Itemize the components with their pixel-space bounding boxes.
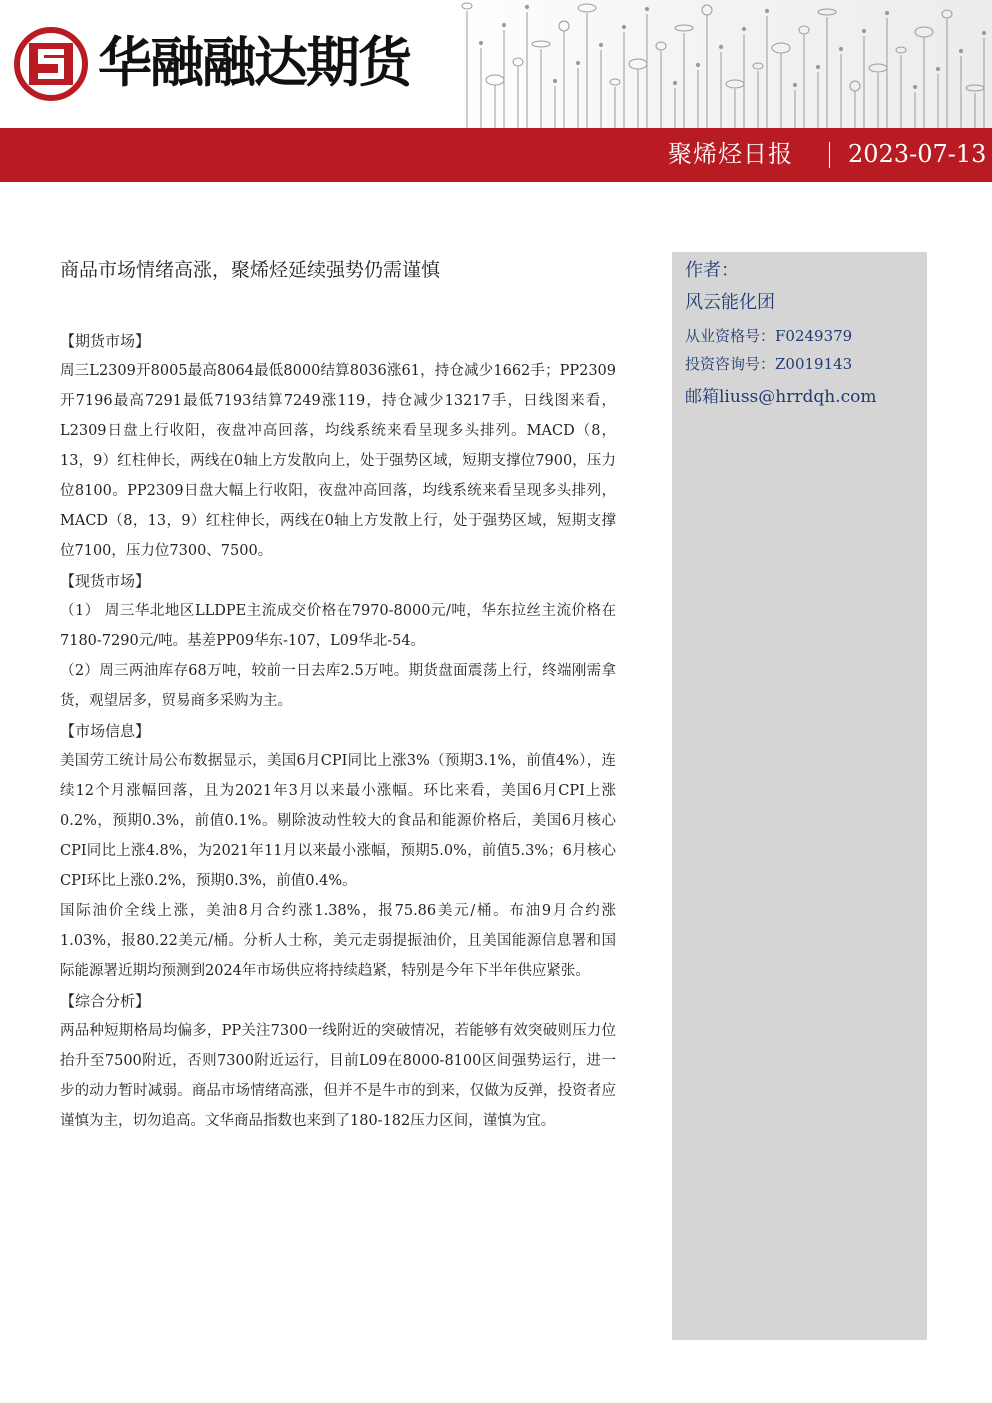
report-name: 聚烯烃日报 bbox=[668, 140, 793, 168]
paragraph: 美国劳工统计局公布数据显示，美国6月CPI同比上涨3%（预期3.1%，前值4%），连续12个月涨幅回落，且为2021年3月以来最小涨幅。环比来看，美国6月CPI上涨0.2%，预期0.3%，前值0.1%。剔除波动性较大的食品和能源价格后，美国6月核心CPI同比上涨4.8%，为2021年11月以来最小涨幅，预期5.0%，前值5.3%；6月核心CPI环比上涨0.2%，预期0.3%，前值0.4%。 bbox=[60, 753, 616, 889]
title-separator bbox=[829, 142, 830, 168]
company-logo-icon bbox=[14, 27, 88, 101]
report-date: 2023-07-13 bbox=[848, 140, 987, 168]
section-heading: 【期货市场】 bbox=[60, 332, 151, 350]
author-email[interactable]: 邮箱liuss@hrrdqh.com bbox=[685, 387, 877, 407]
section-heading: 【现货市场】 bbox=[60, 572, 151, 590]
paragraph: 国际油价全线上涨，美油8月合约涨1.38%，报75.86美元/桶。布油9月合约涨1.03%，报80.22美元/桶。分析人士称，美元走弱提振油价，且美国能源信息署和国际能源署近期均预测到2024年市场供应将持续趋紧，特别是今年下半年供应紧张。 bbox=[60, 903, 616, 979]
section-analysis bbox=[60, 986, 616, 1136]
paragraph: 周三L2309开8005最高8064最低8000结算8036涨61，持仓减少1662手；PP2309开7196最高7291最低7193结算7249涨119，持仓减少13217手，日线图来看，L2309日盘上行收阳，夜盘冲高回落，均线系统来看呈现多头排列。MACD（8，13，9）红柱伸长，两线在0轴上方发散向上，处于强势区域，短期支撑位7900，压力位8100。PP2309日盘大幅上行收阳，夜盘冲高回落，均线系统来看呈现多头排列，MACD（8，13，9）红柱伸长，两线在0轴上方发散上行，处于强势区域，短期支撑位7100，压力位7300、7500。 bbox=[60, 363, 616, 559]
author-label: 作者： bbox=[685, 260, 739, 281]
section-spot-market bbox=[60, 566, 616, 716]
report-title-band bbox=[0, 128, 992, 182]
report-headline: 商品市场情绪高涨，聚烯烃延续强势仍需谨慎 bbox=[60, 259, 441, 281]
section-market-info bbox=[60, 716, 616, 986]
section-heading: 【综合分析】 bbox=[60, 992, 151, 1010]
author-name: 风云能化团 bbox=[685, 292, 775, 313]
report-body bbox=[60, 254, 616, 1136]
author-sidebar bbox=[672, 252, 927, 1340]
paragraph: （1） 周三华北地区LLDPE主流成交价格在7970-8000元/吨，华东拉丝主流价格在7180-7290元/吨。基差PP09华东-107，L09华北-54。 bbox=[60, 603, 616, 649]
qualification-number: 从业资格号：F0249379 bbox=[685, 327, 853, 345]
section-futures-market bbox=[60, 326, 616, 566]
company-name: 华融融达期货 bbox=[98, 31, 410, 94]
consulting-number: 投资咨询号：Z0019143 bbox=[685, 355, 853, 373]
paragraph: 两品种短期格局均偏多，PP关注7300一线附近的突破情况，若能够有效突破则压力位抬升至7500附近，否则7300附近运行，目前L09在8000-8100区间强势运行，进一步的动力暂时减弱。商品市场情绪高涨，但并不是牛市的到来，仅做为反弹，投资者应谨慎为主，切勿追高。文华商品指数也来到了180-182压力区间，谨慎为宜。 bbox=[60, 1023, 616, 1129]
section-heading: 【市场信息】 bbox=[60, 722, 151, 740]
decorative-lines-graphic bbox=[455, 0, 992, 128]
report-header bbox=[0, 0, 992, 182]
paragraph: （2）周三两油库存68万吨，较前一日去库2.5万吨。期货盘面震荡上行，终端刚需拿货，观望居多，贸易商多采购为主。 bbox=[60, 663, 616, 709]
